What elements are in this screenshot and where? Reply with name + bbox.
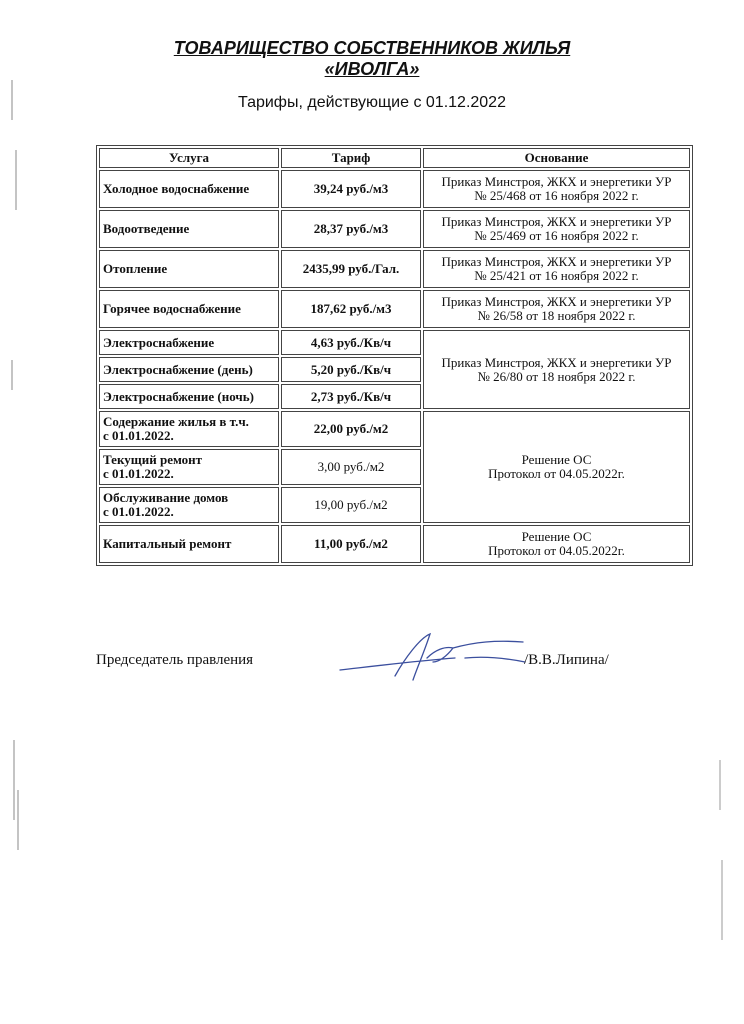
tariff-cell: 2435,99 руб./Гал.	[281, 250, 421, 288]
organization-name-line2: «ИВОЛГА»	[324, 59, 420, 79]
table-row	[99, 170, 690, 208]
service-cell	[99, 411, 279, 447]
service-line: Текущий ремонт	[103, 452, 203, 467]
signature-stroke	[340, 634, 525, 680]
service-cell: Водоотведение	[99, 210, 279, 248]
basis-line: Приказ Минстроя, ЖКХ и энергетики УР	[441, 294, 672, 309]
service-cell	[99, 449, 279, 485]
tariff-cell: 4,63 руб./Кв/ч	[281, 330, 421, 355]
service-cell: Отопление	[99, 250, 279, 288]
table-row	[99, 330, 690, 355]
table-header-row	[99, 148, 690, 168]
tariff-cell: 22,00 руб./м2	[281, 411, 421, 447]
basis-cell	[423, 330, 690, 409]
table-row	[99, 411, 690, 447]
basis-line: № 25/468 от 16 ноября 2022 г.	[474, 188, 639, 203]
basis-line: Приказ Минстроя, ЖКХ и энергетики УР	[441, 254, 672, 269]
column-header-tariff: Тариф	[281, 148, 421, 168]
tariff-cell: 11,00 руб./м2	[281, 525, 421, 563]
basis-cell	[423, 411, 690, 523]
service-line: Обслуживание домов	[103, 490, 229, 505]
service-cell	[99, 487, 279, 523]
tariff-cell: 5,20 руб./Кв/ч	[281, 357, 421, 382]
basis-line: № 25/469 от 16 ноября 2022 г.	[474, 228, 639, 243]
basis-line: № 26/80 от 18 ноября 2022 г.	[477, 368, 636, 384]
service-cell: Электроснабжение (ночь)	[99, 384, 279, 409]
basis-cell	[423, 170, 690, 208]
basis-line: № 26/58 от 18 ноября 2022 г.	[477, 308, 636, 323]
service-cell: Горячее водоснабжение	[99, 290, 279, 328]
tariff-cell: 2,73 руб./Кв/ч	[281, 384, 421, 409]
basis-line: Протокол от 04.05.2022г.	[488, 543, 625, 558]
basis-line: Решение ОС	[521, 452, 592, 467]
table-row	[99, 210, 690, 248]
service-cell: Капитальный ремонт	[99, 525, 279, 563]
column-header-service: Услуга	[99, 148, 279, 168]
tariffs-table	[96, 145, 693, 566]
organization-title	[0, 38, 744, 80]
service-line: с 01.01.2022.	[103, 504, 174, 519]
chairman-name: /В.В.Липина/	[524, 652, 609, 668]
scan-margin-marks	[6, 60, 22, 960]
signature-image	[335, 628, 535, 688]
service-cell: Холодное водоснабжение	[99, 170, 279, 208]
basis-line: Решение ОС	[521, 529, 592, 544]
tariff-cell: 39,24 руб./м3	[281, 170, 421, 208]
basis-line: № 25/421 от 16 ноября 2022 г.	[474, 268, 639, 283]
basis-line: Приказ Минстроя, ЖКХ и энергетики УР	[441, 174, 672, 189]
organization-name-line1: ТОВАРИЩЕСТВО СОБСТВЕННИКОВ ЖИЛЬЯ	[173, 38, 571, 58]
table-row	[99, 290, 690, 328]
table-row	[99, 250, 690, 288]
tariff-cell: 187,62 руб./м3	[281, 290, 421, 328]
service-line: Содержание жилья в т.ч.	[103, 414, 249, 429]
column-header-basis: Основание	[423, 148, 690, 168]
service-cell: Электроснабжение	[99, 330, 279, 355]
basis-line: Приказ Минстроя, ЖКХ и энергетики УР	[441, 354, 672, 370]
tariff-cell: 28,37 руб./м3	[281, 210, 421, 248]
tariff-cell: 3,00 руб./м2	[281, 449, 421, 485]
basis-cell	[423, 525, 690, 563]
basis-cell	[423, 290, 690, 328]
service-cell: Электроснабжение (день)	[99, 357, 279, 382]
basis-cell	[423, 250, 690, 288]
basis-line: Приказ Минстроя, ЖКХ и энергетики УР	[441, 214, 672, 229]
basis-line: Протокол от 04.05.2022г.	[488, 466, 625, 481]
scan-margin-marks-right	[714, 700, 730, 1000]
tariffs-subtitle: Тарифы, действующие с 01.12.2022	[238, 94, 506, 111]
chairman-label: Председатель правления	[96, 652, 254, 668]
table-row	[99, 525, 690, 563]
service-line: с 01.01.2022.	[103, 466, 174, 481]
service-line: с 01.01.2022.	[103, 428, 174, 443]
tariff-cell: 19,00 руб./м2	[281, 487, 421, 523]
basis-cell	[423, 210, 690, 248]
